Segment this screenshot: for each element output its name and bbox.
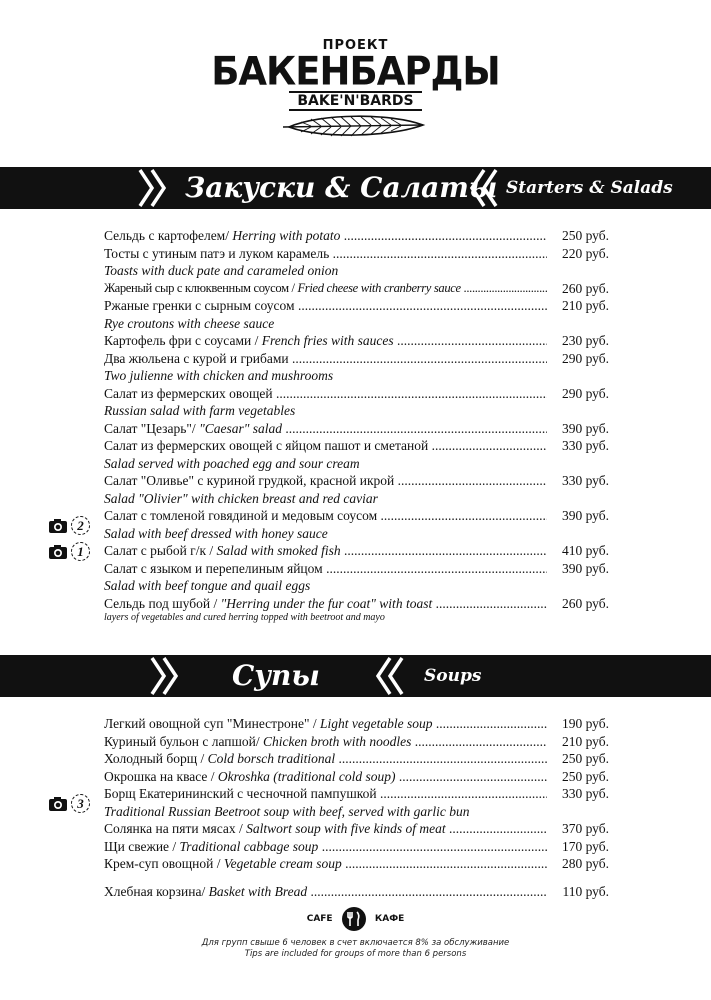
cafe-mark <box>0 907 711 931</box>
chevron-right-icon <box>138 167 174 209</box>
item-subtitle-en: Two julienne with chicken and mushrooms <box>104 368 334 383</box>
item-name-ru: Сельдь под шубой / <box>104 595 221 611</box>
menu-item <box>104 820 609 838</box>
logo-main-text: БАКЕНБАРДЫ <box>211 48 500 95</box>
item-price: 280 руб. <box>561 856 609 871</box>
item-price: 250 руб. <box>561 768 609 784</box>
item-name-en: Cold borsch traditional <box>207 751 336 766</box>
menu-item <box>104 855 609 873</box>
chevron-right-icon <box>150 655 186 697</box>
camera-icon <box>48 544 68 560</box>
item-name-en: French fries with sauces <box>261 333 394 348</box>
menu-item <box>104 595 609 625</box>
menu-item <box>104 838 609 856</box>
photo-number: 1 <box>71 542 90 561</box>
item-name-en: Saltwort soup with five kinds of meat <box>246 821 446 836</box>
item-name-ru: Салат "Оливье" с куриной грудкой, красной икрой <box>104 473 395 488</box>
logo-sub-text: BAKE'N'BARDS <box>289 91 421 111</box>
item-name-ru: Салат "Цезарь"/ <box>104 420 200 436</box>
item-name <box>104 507 547 525</box>
item-name <box>104 838 547 856</box>
menu-item <box>104 332 609 350</box>
item-name <box>104 385 547 403</box>
feather-icon <box>281 113 431 139</box>
item-name <box>104 542 547 560</box>
bread-list <box>104 883 609 901</box>
item-name <box>104 750 547 768</box>
item-name-ru: Салат из фермерских овощей с яйцом пашот и сметаной <box>104 438 429 453</box>
logo-small-text: ПРОЕКТ <box>322 38 389 53</box>
photo-marker <box>48 794 90 813</box>
item-name-en: "Herring under the fur coat" with toast <box>220 595 433 611</box>
menu-item <box>104 420 609 438</box>
menu-item <box>77 542 609 560</box>
item-name <box>104 227 547 245</box>
item-price: 210 руб. <box>561 298 609 313</box>
item-name-ru: Два жюльена с курой и грибами <box>104 350 289 366</box>
item-name-ru: Солянка на пяти мясах / <box>104 821 247 836</box>
item-price: 220 руб. <box>561 245 609 261</box>
cafe-label-en: CAFE <box>306 914 333 924</box>
item-subtitle-en: Russian salad with farm vegetables <box>104 403 296 418</box>
item-name <box>104 785 547 803</box>
item-name <box>104 472 547 490</box>
item-price: 390 руб. <box>561 508 609 523</box>
menu-item <box>77 507 609 542</box>
menu-item <box>104 883 609 901</box>
item-note: layers of vegetables and cured herring topped with beetroot and mayo <box>104 612 385 623</box>
item-name-ru: Салат с томленой говядиной и медовым соусом <box>104 508 378 523</box>
menu-item <box>104 245 609 280</box>
fork-knife-icon <box>342 907 366 931</box>
item-name <box>104 820 547 838</box>
cafe-label-ru: КАФЕ <box>374 914 405 924</box>
soups-list <box>77 715 609 873</box>
item-price: 230 руб. <box>561 333 609 348</box>
photo-number: 2 <box>71 516 90 535</box>
item-name-ru: Хлебная корзина/ <box>104 884 209 899</box>
menu-item <box>104 733 609 751</box>
item-name <box>104 733 547 751</box>
item-price: 190 руб. <box>561 716 609 731</box>
section-title-en: Soups <box>424 666 482 686</box>
item-name <box>104 420 547 438</box>
menu-item <box>104 560 609 595</box>
item-price: 330 руб. <box>561 438 609 453</box>
item-name-ru: Щи свежие / <box>104 838 180 854</box>
item-name <box>104 883 547 901</box>
item-price: 170 руб. <box>561 838 609 854</box>
item-name-en: Fried cheese with cranberry sauce <box>297 280 461 295</box>
item-price: 260 руб. <box>561 595 609 611</box>
starters-list <box>77 227 609 624</box>
item-name <box>104 560 547 578</box>
photo-marker <box>48 542 90 561</box>
footer-note <box>0 938 711 960</box>
item-subtitle-en: Traditional Russian Beetroot soup with beef, served with garlic bun <box>104 803 470 819</box>
menu-item <box>77 785 609 820</box>
footer-note-ru: Для групп свыше 6 человек в счет включается 8% за обслуживание <box>201 938 510 948</box>
item-price: 210 руб. <box>561 733 609 749</box>
item-price: 260 руб. <box>561 280 609 296</box>
item-name-ru: Салат с языком и перепелиным яйцом <box>104 560 323 576</box>
chevron-left-icon <box>368 655 404 697</box>
menu-item <box>104 768 609 786</box>
item-subtitle-en: Salad "Olivier" with chicken breast and red caviar <box>104 490 378 506</box>
item-name <box>104 768 547 786</box>
section-title-en: Starters & Salads <box>506 178 673 198</box>
menu-item <box>104 750 609 768</box>
item-name-en: Salad with smoked fish <box>216 543 341 558</box>
item-price: 250 руб. <box>561 751 609 766</box>
photo-marker <box>48 516 90 535</box>
item-name-en: Traditional cabbage soup <box>179 838 319 854</box>
photo-number: 3 <box>71 794 90 813</box>
item-name <box>104 332 547 350</box>
item-name-ru: Окрошка на квасе / <box>104 768 218 784</box>
menu-item <box>104 385 609 420</box>
item-name <box>104 595 547 613</box>
item-subtitle-en: Toasts with duck pate and carameled onion <box>104 263 339 278</box>
footer-note-en: Tips are included for groups of more than 6 persons <box>244 949 467 959</box>
item-name-en: Basket with Bread <box>208 884 308 899</box>
item-name-ru: Легкий овощной суп "Минестроне" / <box>104 716 320 731</box>
menu-item <box>104 715 609 733</box>
logo <box>0 38 711 139</box>
item-price: 290 руб. <box>561 385 609 401</box>
item-subtitle-en: Rye croutons with cheese sauce <box>104 315 275 331</box>
item-price: 250 руб. <box>561 228 609 243</box>
camera-icon <box>48 518 68 534</box>
section-title-ru: Супы <box>232 659 320 692</box>
item-name-ru: Крем-суп овощной / <box>104 856 224 871</box>
item-name-en: Light vegetable soup <box>319 716 433 731</box>
item-name-en: Vegetable cream soup <box>223 856 342 871</box>
item-price: 110 руб. <box>562 884 609 899</box>
item-price: 330 руб. <box>561 473 609 488</box>
item-subtitle-en: Salad with beef tongue and quail eggs <box>104 578 311 593</box>
item-name <box>104 855 547 873</box>
item-name-ru: Холодный борщ / <box>104 751 208 766</box>
item-price: 290 руб. <box>561 350 609 366</box>
item-name-ru: Борщ Екатерининский с чесночной пампушкой <box>104 786 377 801</box>
menu-item <box>104 227 609 245</box>
chevron-left-icon <box>462 167 498 209</box>
section-band-soups <box>0 655 711 697</box>
menu-item <box>104 437 609 472</box>
item-name-ru: Салат из фермерских овощей <box>104 385 273 401</box>
item-price: 330 руб. <box>561 786 609 801</box>
item-subtitle-en: Salad served with poached egg and sour cream <box>104 455 360 471</box>
item-name <box>104 280 547 298</box>
camera-icon <box>48 796 68 812</box>
item-name <box>104 715 547 733</box>
item-price: 410 руб. <box>561 543 609 558</box>
menu-item <box>104 280 609 298</box>
item-name <box>104 350 547 368</box>
item-name-en: Chicken broth with noodles <box>263 733 412 749</box>
item-name-ru: Картофель фри с соусами / <box>104 333 262 348</box>
item-name-ru: Салат с рыбой г/к / <box>104 543 217 558</box>
item-price: 390 руб. <box>561 560 609 576</box>
item-name-ru: Ржаные гренки с сырным соусом <box>104 298 295 313</box>
item-name-ru: Жареный сыр с клюквенным соусом / <box>104 280 298 295</box>
item-name-ru: Сельдь с картофелем/ <box>104 228 233 243</box>
section-title-ru: Закуски & Салаты <box>185 171 498 204</box>
item-name <box>104 245 547 263</box>
item-price: 370 руб. <box>561 821 609 836</box>
menu-item <box>104 472 609 507</box>
item-name-en: Okroshka (traditional cold soup) <box>217 768 396 784</box>
item-name <box>104 297 547 315</box>
item-name-ru: Тосты с утиным патэ и луком карамель <box>104 245 330 261</box>
item-name-en: "Caesar" salad <box>199 420 283 436</box>
item-name-ru: Куриный бульон с лапшой/ <box>104 733 264 749</box>
menu-item <box>104 297 609 332</box>
item-name-en: Herring with potato <box>232 228 341 243</box>
item-subtitle-en: Salad with beef dressed with honey sauce <box>104 525 328 541</box>
menu-item <box>104 350 609 385</box>
item-name <box>104 437 547 455</box>
item-price: 390 руб. <box>561 420 609 436</box>
section-band-starters <box>0 167 711 209</box>
